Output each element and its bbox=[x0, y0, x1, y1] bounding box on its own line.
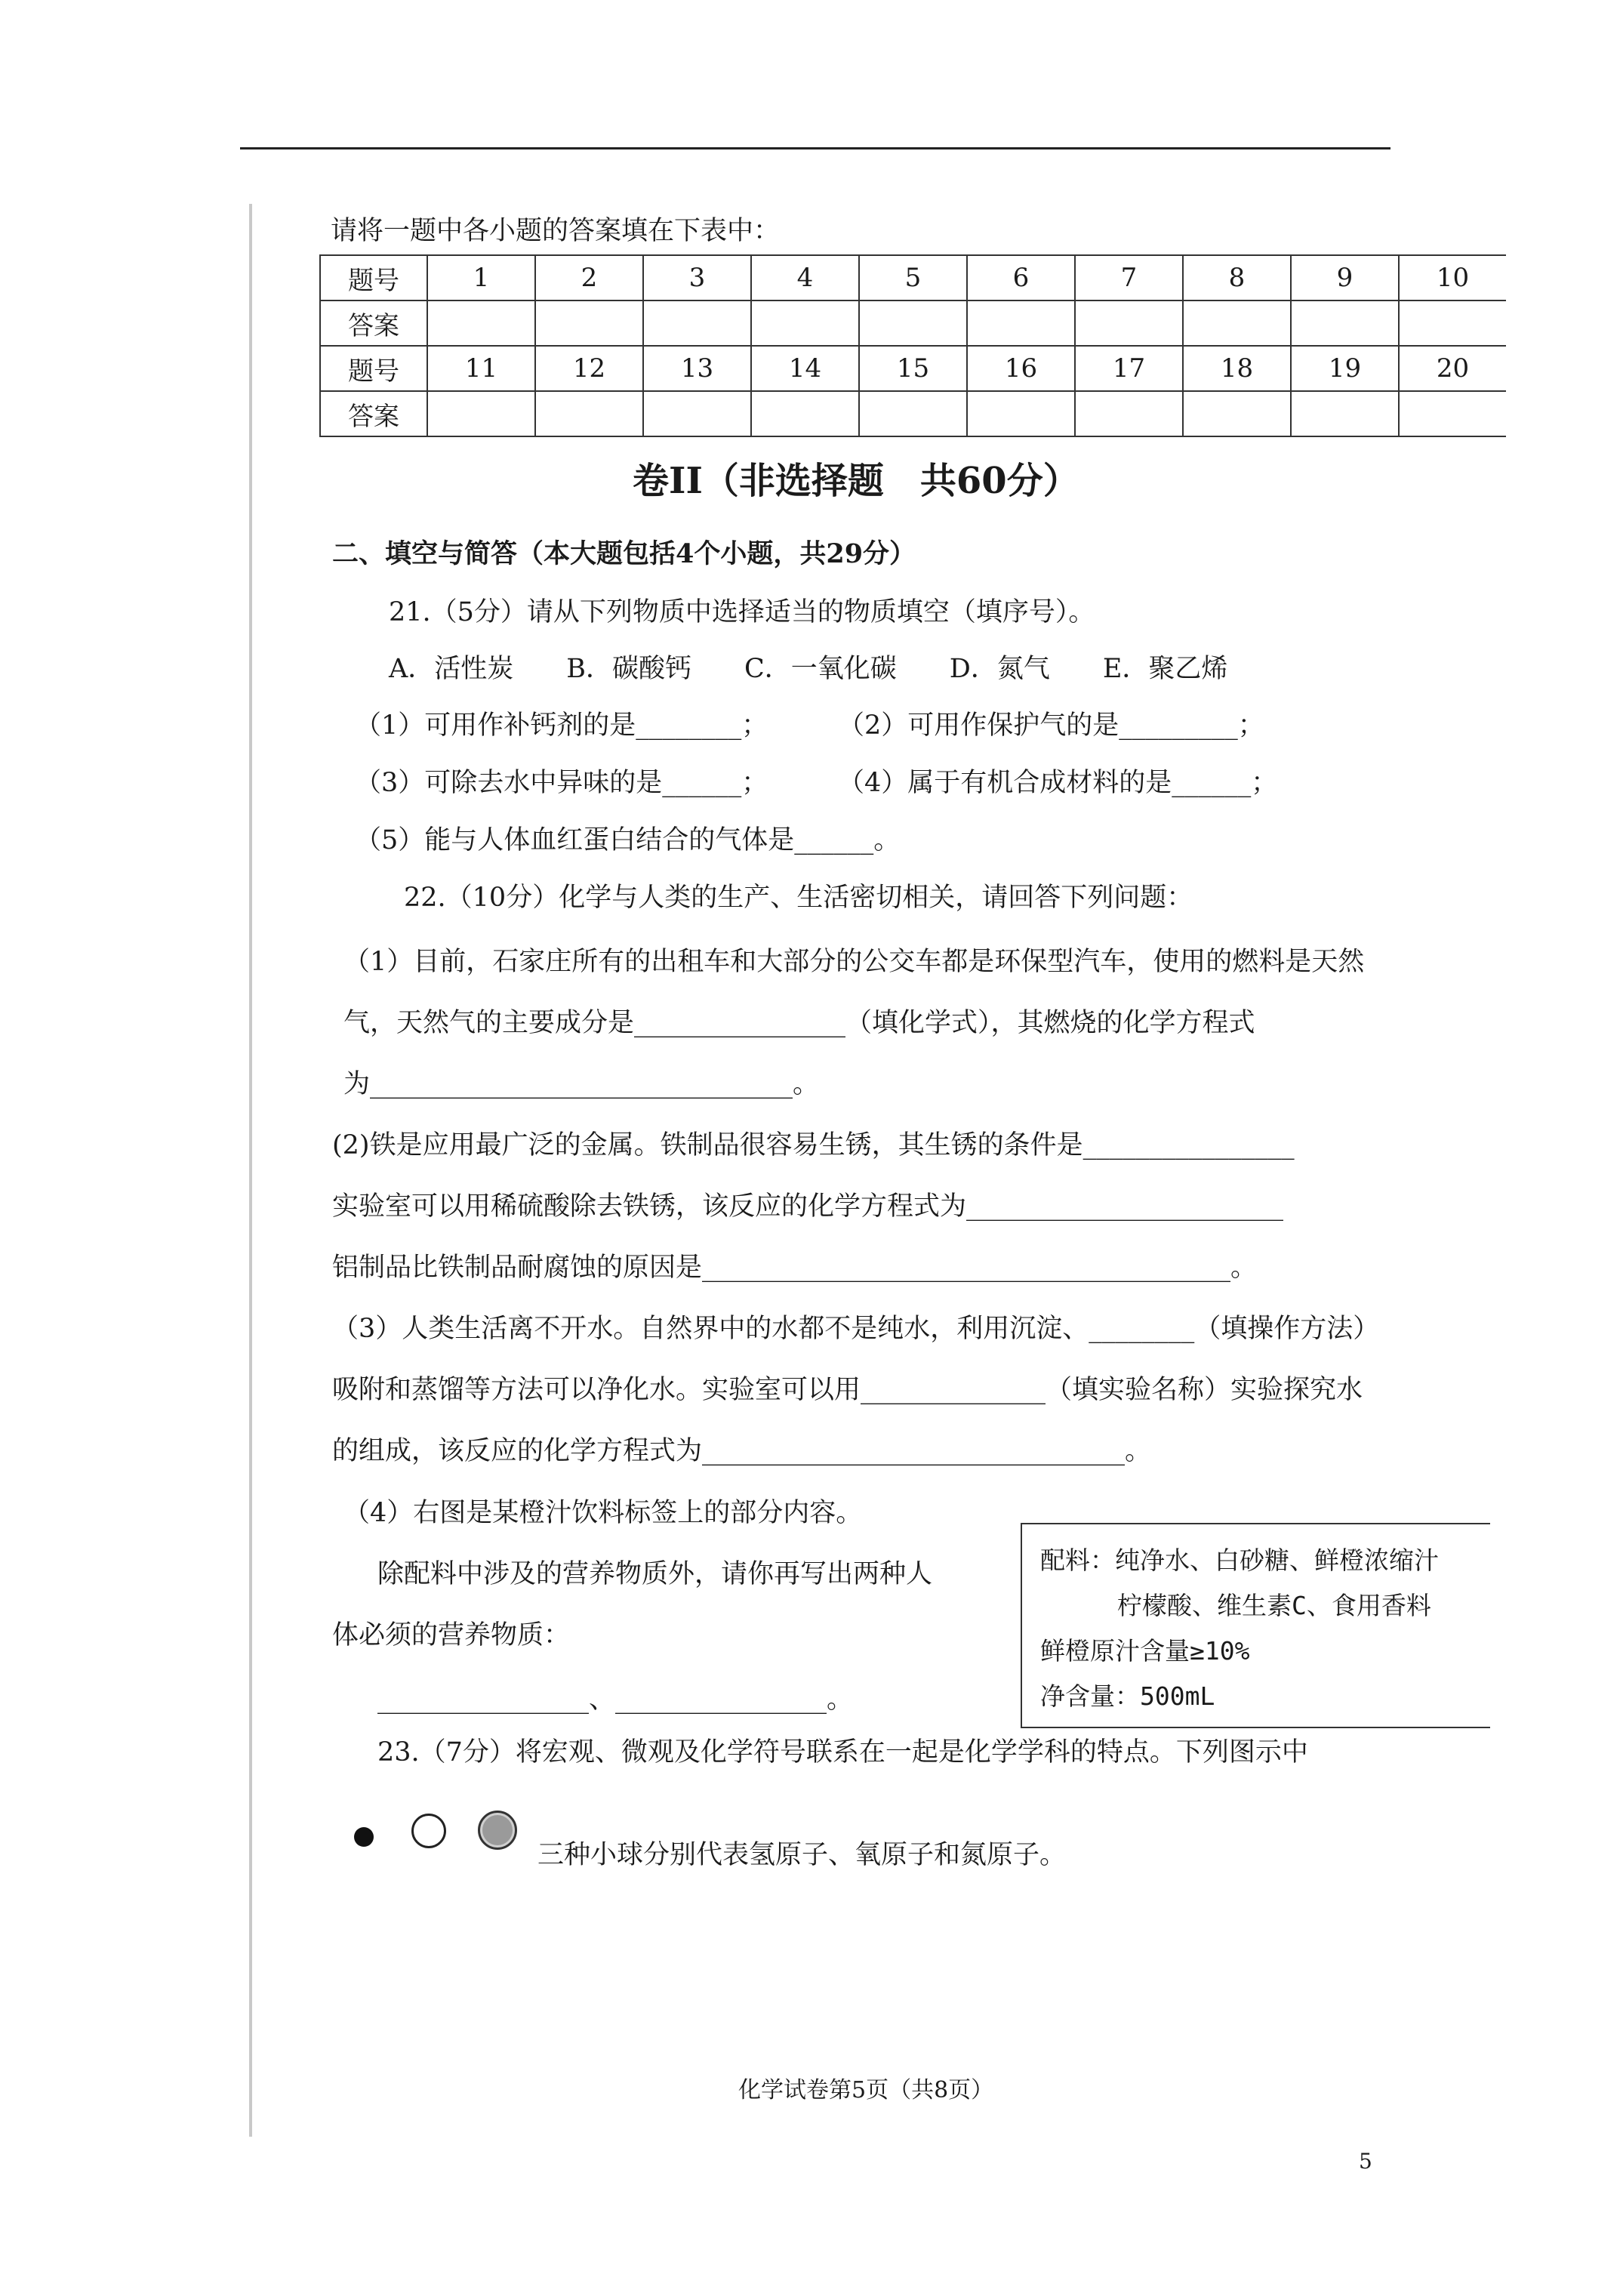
question-number: 5 bbox=[859, 255, 967, 300]
table-instruction: 请将一题中各小题的答案填在下表中： bbox=[331, 216, 781, 246]
answer-table bbox=[319, 254, 1506, 437]
scan-edge bbox=[249, 204, 252, 2137]
question-number: 4 bbox=[751, 255, 859, 300]
q22-p2-line3: 铝制品比铁制品耐腐蚀的原因是________________________________________。 bbox=[332, 1253, 1258, 1283]
q22-p4-blanks: ________________、________________。 bbox=[377, 1684, 854, 1715]
q22-p4-line2: 除配料中涉及的营养物质外，请你再写出两种人 bbox=[377, 1559, 933, 1589]
question-number: 1 bbox=[427, 255, 535, 300]
q22-p4-line1: （4）右图是某橙汁饮料标签上的部分内容。 bbox=[343, 1498, 863, 1528]
row-label: 答案 bbox=[320, 300, 427, 346]
question-number: 6 bbox=[967, 255, 1075, 300]
q21-stem: 21.（5分）请从下列物质中选择适当的物质填空（填序号）。 bbox=[389, 597, 1095, 627]
q22-p3-line1: （3）人类生活离不开水。自然界中的水都不是纯水，利用沉淀、________（填操作方法） bbox=[332, 1314, 1380, 1344]
row-label: 题号 bbox=[320, 255, 427, 300]
q21-item-2: （2）可用作保护气的是_________； bbox=[838, 710, 1264, 741]
q23-stem: 23.（7分）将宏观、微观及化学符号联系在一起是化学学科的特点。下列图示中 bbox=[377, 1737, 1308, 1767]
q21-options: A．活性炭 B．碳酸钙 C．一氧化碳 D．氮气 E．聚乙烯 bbox=[389, 654, 1228, 684]
question-number: 12 bbox=[535, 346, 643, 391]
label-ingredients: 配料：纯净水、白砂糖、鲜橙浓缩汁 bbox=[1040, 1546, 1439, 1575]
q23-legend: 三种小球分别代表氢原子、氧原子和氮原子。 bbox=[537, 1840, 1067, 1870]
question-number: 17 bbox=[1075, 346, 1183, 391]
q21-item-3: （3）可除去水中异味的是______； bbox=[355, 768, 768, 798]
question-number: 11 bbox=[427, 346, 535, 391]
answer-cell[interactable] bbox=[427, 391, 535, 436]
table-row bbox=[320, 255, 1506, 300]
label-ingredients-cont: 柠檬酸、维生素C、食用香料 bbox=[1117, 1591, 1431, 1620]
answer-cell[interactable] bbox=[967, 300, 1075, 346]
juice-label-box bbox=[1021, 1523, 1490, 1728]
answer-cell[interactable] bbox=[643, 300, 751, 346]
q22-stem: 22.（10分）化学与人类的生产、生活密切相关，请回答下列问题： bbox=[404, 883, 1193, 913]
question-number: 13 bbox=[643, 346, 751, 391]
table-row bbox=[320, 300, 1506, 346]
question-number: 9 bbox=[1291, 255, 1399, 300]
q21-item-1: （1）可用作补钙剂的是________； bbox=[355, 710, 768, 741]
q22-p2-line2: 实验室可以用稀硫酸除去铁锈，该反应的化学方程式为________________________ bbox=[332, 1191, 1284, 1222]
q22-p1-line3: 为________________________________。 bbox=[343, 1069, 820, 1099]
table-row bbox=[320, 346, 1506, 391]
row-label: 题号 bbox=[320, 346, 427, 391]
question-number: 3 bbox=[643, 255, 751, 300]
question-number: 2 bbox=[535, 255, 643, 300]
answer-cell[interactable] bbox=[1291, 391, 1399, 436]
q22-p4-line3: 体必须的营养物质： bbox=[332, 1620, 571, 1650]
answer-cell[interactable] bbox=[1399, 391, 1506, 436]
answer-cell[interactable] bbox=[859, 300, 967, 346]
answer-cell[interactable] bbox=[751, 391, 859, 436]
answer-cell[interactable] bbox=[751, 300, 859, 346]
question-number: 10 bbox=[1399, 255, 1506, 300]
q21-item-4: （4）属于有机合成材料的是______； bbox=[838, 768, 1278, 798]
section-title: 卷II（非选择题 共60分） bbox=[633, 460, 1079, 502]
page-footer: 化学试卷第5页（共8页） bbox=[738, 2077, 994, 2103]
answer-cell[interactable] bbox=[1399, 300, 1506, 346]
oxygen-atom-icon bbox=[411, 1814, 446, 1848]
answer-cell[interactable] bbox=[1183, 391, 1291, 436]
answer-cell[interactable] bbox=[1183, 300, 1291, 346]
question-number: 18 bbox=[1183, 346, 1291, 391]
question-number: 16 bbox=[967, 346, 1075, 391]
q22-p1-line1: （1）目前，石家庄所有的出租车和大部分的公交车都是环保型汽车，使用的燃料是天然 bbox=[343, 947, 1365, 977]
answer-cell[interactable] bbox=[535, 391, 643, 436]
question-number: 20 bbox=[1399, 346, 1506, 391]
q22-p2-line1: (2)铁是应用最广泛的金属。铁制品很容易生锈，其生锈的条件是________________ bbox=[332, 1130, 1295, 1160]
answer-cell[interactable] bbox=[859, 391, 967, 436]
answer-cell[interactable] bbox=[1075, 300, 1183, 346]
q22-p1-line2: 气，天然气的主要成分是________________（填化学式），其燃烧的化学方程式 bbox=[343, 1008, 1255, 1038]
answer-cell[interactable] bbox=[967, 391, 1075, 436]
q22-p3-line2: 吸附和蒸馏等方法可以净化水。实验室可以用______________（填实验名称）实验探究水 bbox=[332, 1375, 1363, 1405]
row-label: 答案 bbox=[320, 391, 427, 436]
page-number: 5 bbox=[1359, 2149, 1372, 2174]
q22-p3-line3: 的组成，该反应的化学方程式为________________________________。 bbox=[332, 1436, 1152, 1466]
q21-item-5: （5）能与人体血红蛋白结合的气体是______。 bbox=[355, 825, 901, 855]
question-number: 14 bbox=[751, 346, 859, 391]
nitrogen-atom-icon bbox=[478, 1811, 517, 1850]
table-row bbox=[320, 391, 1506, 436]
part2-heading: 二、填空与简答（本大题包括4个小题，共29分） bbox=[332, 538, 916, 569]
question-number: 8 bbox=[1183, 255, 1291, 300]
answer-cell[interactable] bbox=[427, 300, 535, 346]
answer-cell[interactable] bbox=[1075, 391, 1183, 436]
label-juice-content: 鲜橙原汁含量≥10% bbox=[1040, 1636, 1250, 1666]
hydrogen-atom-icon bbox=[354, 1827, 374, 1847]
answer-cell[interactable] bbox=[1291, 300, 1399, 346]
question-number: 19 bbox=[1291, 346, 1399, 391]
question-number: 7 bbox=[1075, 255, 1183, 300]
header-rule bbox=[240, 147, 1390, 149]
label-net-volume: 净含量：500mL bbox=[1040, 1681, 1215, 1711]
answer-cell[interactable] bbox=[643, 391, 751, 436]
question-number: 15 bbox=[859, 346, 967, 391]
answer-cell[interactable] bbox=[535, 300, 643, 346]
